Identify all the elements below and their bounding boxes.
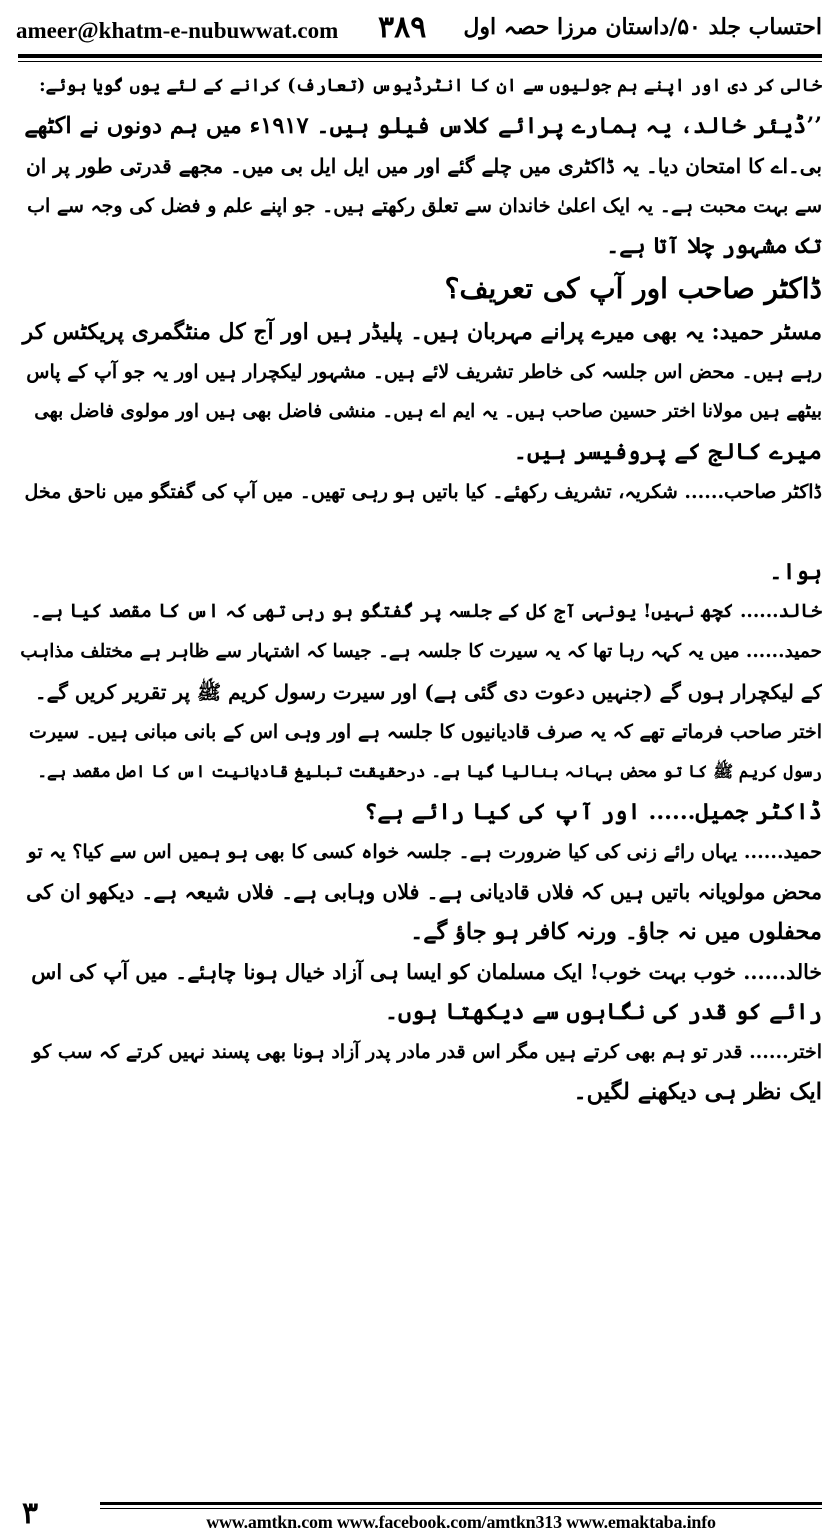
text-line: ہوا۔ — [769, 559, 822, 585]
header-email: ameer@khatm-e-nubuwwat.com — [16, 18, 339, 43]
text-line: اختر...... قدر تو ہم بھی کرتے ہیں مگر اس قدر مادر پدر آزاد ہونا بھی پسند نہیں کرتے کہ سب کو — [32, 1041, 822, 1063]
text-line: کے لیکچرار ہوں گے (جنہیں دعوت دی گئی ہے) اور سیرت رسول کریم ﷺ پر تقریر کریں گے۔ — [34, 680, 822, 704]
text-line: خالی کر دی اور اپنے ہم جولیوں سے ان کا انٹرڈیوس (تعارف) کرانے کے لئے یوں گویا ہوئے: — [39, 76, 822, 96]
text-line: ’’ڈیئر خالد، یہ ہمارے پرائے کلاس فیلو ہیں۔ ۱۹۱۷ء میں ہم دونوں نے اکٹھے — [24, 113, 822, 139]
header-rule-thin — [18, 61, 822, 62]
text-line: ڈاکٹر صاحب...... شکریہ، تشریف رکھئے۔ کیا باتیں ہو رہی تھیں۔ میں آپ کی گفتگو میں ناحق مخل — [24, 481, 822, 503]
page-body — [18, 66, 822, 1112]
text-line: بیٹھے ہیں مولانا اختر حسین صاحب ہیں۔ یہ ایم اے ہیں۔ منشی فاضل بھی ہیں اور مولوی فاضل بھی — [34, 401, 822, 422]
footer-links: www.amtkn.com www.facebook.com/amtkn313 www.emaktaba.info — [206, 1512, 716, 1532]
header-rule-thick — [18, 54, 822, 58]
text-line: میرے کالج کے پروفیسر ہیں۔ — [513, 439, 822, 465]
page-footer — [0, 1494, 840, 1540]
text-line: رائے کو قدر کی نگاہوں سے دیکھتا ہوں۔ — [384, 999, 822, 1025]
text-line: ایک نظر ہی دیکھنے لگیں۔ — [573, 1079, 822, 1105]
text-line: مسٹر حمید: یہ بھی میرے پرانے مہربان ہیں۔ پلیڈر ہیں اور آج کل منٹگمری پریکٹس کر — [22, 319, 822, 345]
section-heading: ڈاکٹر صاحب اور آپ کی تعریف؟ — [444, 272, 822, 305]
text-line: محض مولویانہ باتیں ہیں کہ فلاں قادیانی ہے۔ فلاں وہابی ہے۔ فلاں شیعہ ہے۔ دیکھو ان کی — [26, 880, 822, 904]
footer-rule-thin — [100, 1508, 822, 1509]
text-line: محفلوں میں نہ جاؤ۔ ورنہ کافر ہو جاؤ گے۔ — [410, 919, 822, 945]
running-title: احتساب جلد ۵۰/داستان مرزا حصہ اول — [463, 14, 822, 40]
text-line: رسول کریم ﷺ کا تو محض بہانہ بنالیا گیا ہے۔ درحقیقت تبلیغ قادیانیت اس کا اصل مقصد ہے۔ — [37, 762, 822, 781]
footer-page-number: ۳ — [22, 1496, 39, 1531]
footer-rule-thick — [100, 1502, 822, 1505]
text-line: خالد...... خوب بہت خوب! ایک مسلمان کو ایسا ہی آزاد خیال ہونا چاہئے۔ میں آپ کی اس — [31, 960, 822, 984]
text-line: رہے ہیں۔ محض اس جلسہ کی خاطر تشریف لائے ہیں۔ مشہور لیکچرار ہیں اور یہ جو آپ کے پاس — [26, 361, 822, 383]
header-page-number: ۳۸۹ — [378, 10, 427, 45]
text-line: ڈاکٹر جمیل...... اور آپ کی کیا رائے ہے؟ — [364, 799, 822, 825]
text-line: خالد...... کچھ نہیں! یونہی آج کل کے جلسہ پر گفتگو ہو رہی تھی کہ اس کا مقصد کیا ہے۔ — [30, 601, 822, 622]
blank-line — [18, 512, 822, 552]
text-line: حمید...... یہاں رائے زنی کی کیا ضرورت ہے۔ جلسہ خواہ کسی کا بھی ہو ہمیں اس سے کیا؟ یہ تو — [27, 841, 822, 863]
text-line: بی۔اے کا امتحان دیا۔ یہ ڈاکٹری میں چلے گئے اور میں ایل ایل بی میں۔ مجھے قدرتی طور پر ان — [26, 154, 822, 178]
text-line: سے بہت محبت ہے۔ یہ ایک اعلیٰ خاندان سے تعلق رکھتے ہیں۔ جو اپنے علم و فضل کی وجہ سے اب — [27, 195, 822, 217]
text-line: تک مشہور چلا آتا ہے۔ — [606, 233, 822, 259]
page-header — [0, 0, 840, 56]
text-line: اختر صاحب فرماتے تھے کہ یہ صرف قادیانیوں کا جلسہ ہے اور وہی اس کے بانی مبانی ہیں۔ سیرت — [28, 721, 822, 743]
text-line: حمید...... میں یہ کہہ رہا تھا کہ یہ سیرت کا جلسہ ہے۔ جیسا کہ اشتہار سے ظاہر ہے مختلف مذاہب — [20, 641, 822, 662]
